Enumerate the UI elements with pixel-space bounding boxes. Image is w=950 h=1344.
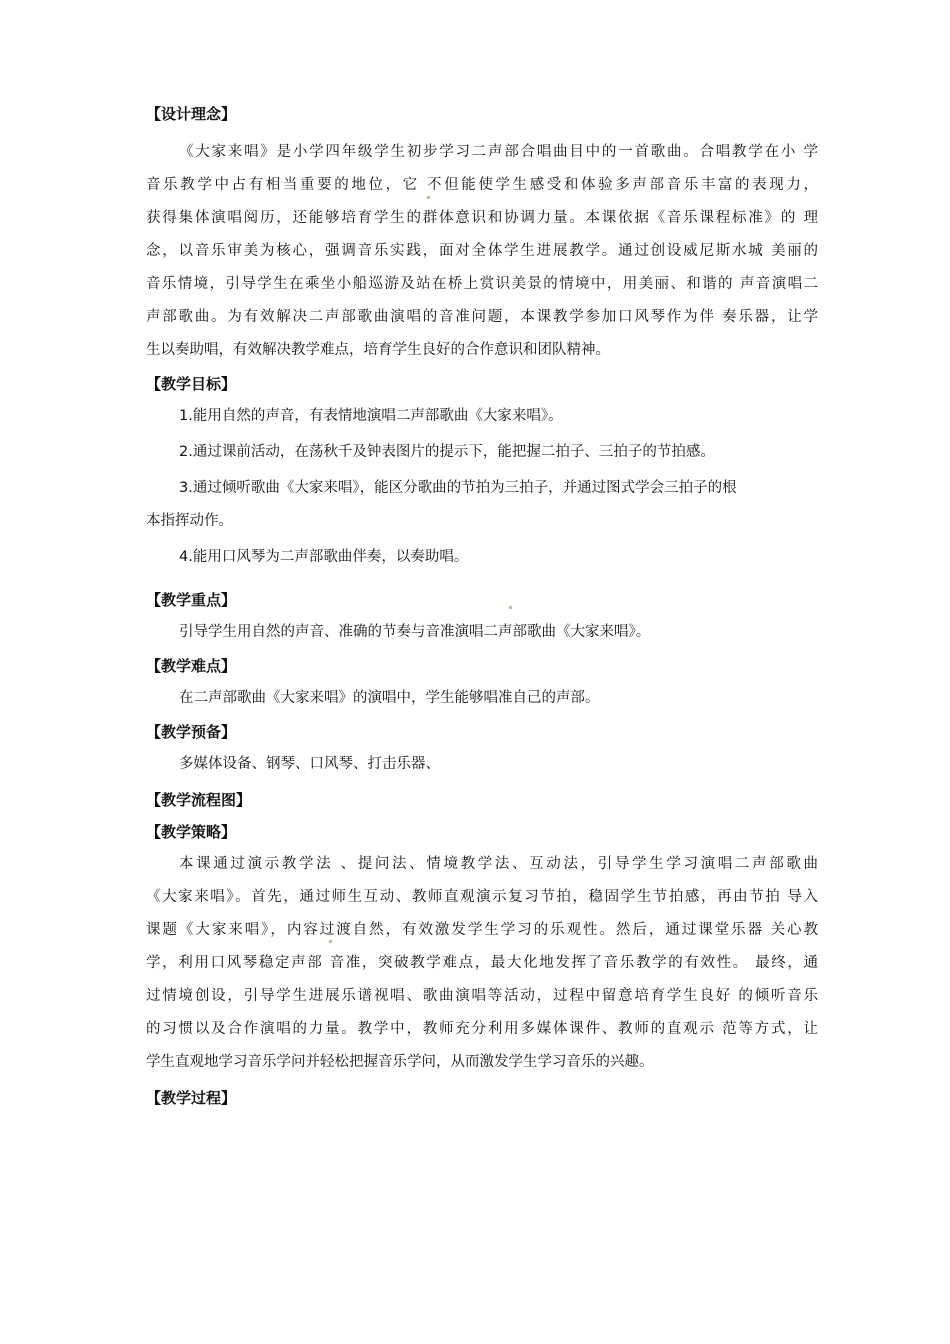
paragraph-line: 生以奏助唱，有效解决教学难点，培育学生良好的合作意识和团队精神。 — [146, 342, 610, 358]
list-item: 3.通过倾听歌曲《大家来唱》，能区分歌曲的节拍为三拍子，并通过图式学会三拍子的根 — [179, 480, 737, 496]
section-heading-teaching-preparation: 【教学预备】 — [146, 723, 237, 741]
section-heading-teaching-flowchart: 【教学流程图】 — [146, 791, 252, 809]
teaching-difficulty-text: 在二声部歌曲《大家来唱》的演唱中，学生能够唱准自己的声部。 — [179, 690, 600, 706]
list-item: 1.能用自然的声音，有表情地演唱二声部歌曲《大家来唱》。 — [179, 408, 563, 424]
paragraph-line: 课题《大家来唱》，内容过渡自然，有效激发学生学习的乐观性。然后，通过课堂乐器 关心教 — [146, 922, 818, 938]
paragraph-line: 《大家来唱》是小学四年级学生初步学习二声部合唱曲目中的一首歌曲。合唱教学在小 学 — [179, 144, 818, 160]
paragraph-line: 声部歌曲。为有效解决二声部歌曲演唱的音准问题，本课教学参加口风琴作为伴 奏乐器，让学 — [146, 309, 818, 325]
section-heading-teaching-goals: 【教学目标】 — [146, 375, 237, 393]
section-heading-teaching-strategy: 【教学策略】 — [146, 823, 237, 841]
scan-speck — [329, 940, 332, 943]
teaching-key-point-text: 引导学生用自然的声音、准确的节奏与音准演唱二声部歌曲《大家来唱》。 — [179, 624, 651, 640]
paragraph-line: 音乐教学中占有相当重要的地位，它 不但能使学生感受和体验多声部音乐丰富的表现力， — [146, 177, 818, 193]
paragraph-line: 过情境创设，引导学生进展乐谱视唱、歌曲演唱等活动，过程中留意培育学生良好 的倾听音乐 — [146, 988, 818, 1004]
section-heading-teaching-difficulty: 【教学难点】 — [146, 657, 237, 675]
list-item-continuation: 本指挥动作。 — [146, 513, 233, 529]
teaching-preparation-text: 多媒体设备、钢琴、口风琴、打击乐器、 — [179, 756, 440, 772]
design-concept-paragraph — [146, 136, 818, 367]
paragraph-line: 的习惯以及合作演唱的力量。教学中，教师充分利用多媒体课件、教师的直观示 范等方式，让 — [146, 1021, 818, 1037]
list-item: 2.通过课前活动，在荡秋千及钟表图片的提示下，能把握二拍子、三拍子的节拍感。 — [179, 444, 715, 460]
section-heading-teaching-process: 【教学过程】 — [146, 1089, 237, 1107]
paragraph-line: 念，以音乐审美为核心，强调音乐实践，面对全体学生进展教学。通过创设威尼斯水城 美丽的 — [146, 243, 818, 259]
teaching-strategy-paragraph — [146, 848, 818, 1079]
paragraph-line: 学，利用口风琴稳定声部 音准，突破教学难点，最大化地发挥了音乐教学的有效性。 最终，通 — [146, 955, 818, 971]
paragraph-line: 获得集体演唱阅历，还能够培育学生的群体意识和协调力量。本课依据《音乐课程标准》的 理 — [146, 210, 818, 226]
paragraph-line: 学生直观地学习音乐学问并轻松把握音乐学问，从而激发学生学习音乐的兴趣。 — [146, 1054, 654, 1070]
teaching-goals-list — [146, 400, 818, 574]
scan-speck — [427, 196, 430, 199]
section-heading-design-concept: 【设计理念】 — [146, 105, 237, 123]
paragraph-line: 本课通过演示教学法 、提问法、情境教学法、互动法，引导学生学习演唱二声部歌曲 — [179, 856, 818, 872]
scan-speck — [509, 606, 512, 609]
paragraph-line: 《大家来唱》。首先，通过师生互动、教师直观演示复习节拍，稳固学生节拍感，再由节拍 导入 — [146, 889, 818, 905]
list-item: 4.能用口风琴为二声部歌曲伴奏，以奏助唱。 — [179, 549, 469, 565]
paragraph-line: 音乐情境，引导学生在乘坐小船巡游及站在桥上赏识美景的情境中，用美丽、和谐的 声音演唱二 — [146, 276, 818, 292]
section-heading-teaching-key-point: 【教学重点】 — [146, 591, 237, 609]
